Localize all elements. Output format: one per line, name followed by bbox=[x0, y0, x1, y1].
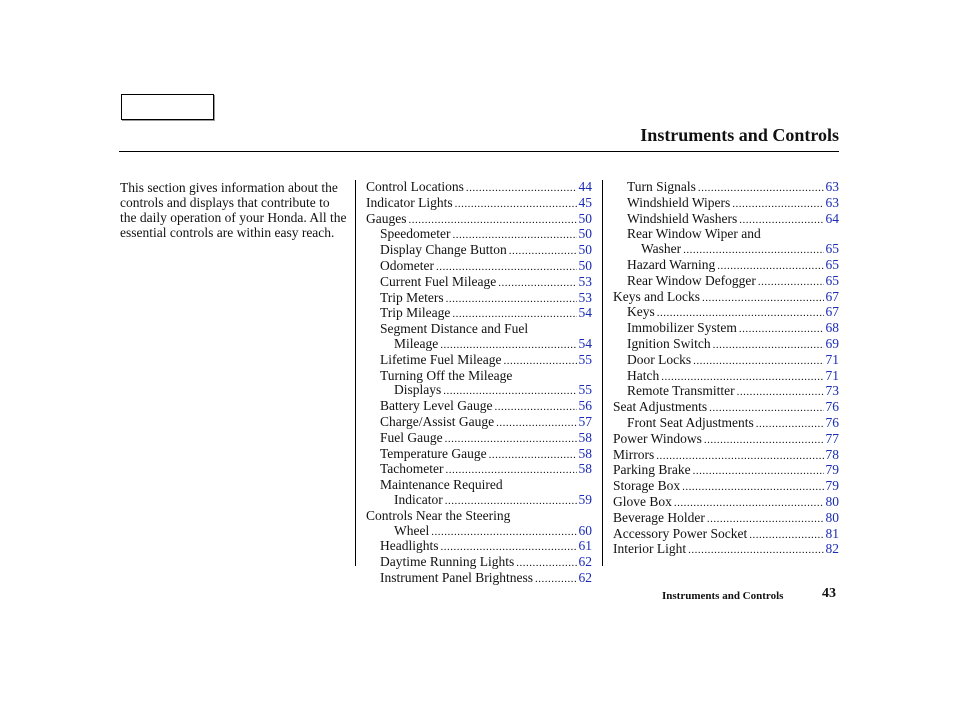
toc-entry[interactable] bbox=[366, 291, 592, 307]
dot-leader bbox=[452, 306, 576, 322]
toc-entry-label: Immobilizer System bbox=[627, 320, 737, 336]
toc-entry-label: Battery Level Gauge bbox=[380, 398, 493, 414]
dot-leader bbox=[732, 196, 823, 212]
toc-column-right bbox=[613, 180, 839, 558]
toc-entry[interactable] bbox=[366, 196, 592, 212]
toc-entry-label: Turn Signals bbox=[627, 179, 696, 194]
toc-entry[interactable] bbox=[613, 180, 839, 196]
dot-leader bbox=[443, 383, 576, 399]
dot-leader bbox=[446, 462, 577, 478]
dot-leader bbox=[452, 227, 576, 243]
toc-entry-label: Display Change Button bbox=[380, 242, 507, 258]
toc-page-link[interactable]: 60 bbox=[578, 522, 592, 538]
toc-entry-label: Glove Box bbox=[613, 493, 672, 509]
toc-entry[interactable] bbox=[366, 383, 592, 399]
toc-entry[interactable] bbox=[366, 353, 592, 369]
toc-page-link[interactable]: 63 bbox=[825, 194, 839, 210]
section-tab-box bbox=[121, 94, 214, 120]
toc-entry-label: Remote Transmitter bbox=[627, 383, 735, 399]
dot-leader bbox=[683, 242, 823, 258]
toc-entry[interactable] bbox=[613, 212, 839, 228]
toc-page-link[interactable]: 78 bbox=[825, 446, 839, 462]
toc-entry[interactable] bbox=[613, 258, 839, 274]
toc-entry[interactable] bbox=[613, 479, 839, 495]
toc-entry-label: Rear Window Defogger bbox=[627, 272, 756, 288]
toc-entry[interactable] bbox=[366, 337, 592, 353]
toc-entry-label: Keys bbox=[627, 304, 655, 320]
toc-entry[interactable] bbox=[366, 571, 592, 587]
toc-page-link[interactable]: 58 bbox=[578, 445, 592, 461]
toc-heading: Rear Window Wiper and bbox=[627, 226, 761, 242]
toc-entry[interactable] bbox=[613, 196, 839, 212]
toc-entry-label: Wheel bbox=[394, 522, 430, 538]
dot-leader bbox=[516, 555, 576, 571]
toc-entry[interactable] bbox=[613, 242, 839, 258]
toc-page-link[interactable]: 50 bbox=[578, 226, 592, 242]
dot-leader bbox=[737, 384, 824, 400]
toc-entry-label: Displays bbox=[394, 382, 442, 398]
toc-page-link[interactable]: 59 bbox=[578, 491, 592, 507]
dot-leader bbox=[445, 493, 577, 509]
toc-entry[interactable] bbox=[613, 353, 839, 369]
dot-leader bbox=[702, 290, 824, 306]
toc-entry[interactable] bbox=[613, 384, 839, 400]
dot-leader bbox=[509, 243, 577, 259]
toc-entry[interactable] bbox=[613, 511, 839, 527]
toc-page-link[interactable]: 63 bbox=[825, 179, 839, 194]
footer-section-label: Instruments and Controls bbox=[662, 590, 784, 602]
toc-page-link[interactable]: 65 bbox=[825, 256, 839, 272]
dot-leader bbox=[739, 212, 823, 228]
toc-page-link[interactable]: 50 bbox=[578, 210, 592, 226]
toc-page-link[interactable]: 64 bbox=[825, 210, 839, 226]
dot-leader bbox=[713, 337, 824, 353]
dot-leader bbox=[494, 399, 576, 415]
dot-leader bbox=[674, 495, 824, 511]
dot-leader bbox=[693, 353, 823, 369]
toc-page-link[interactable]: 65 bbox=[825, 272, 839, 288]
toc-entry-label: Storage Box bbox=[613, 478, 681, 494]
toc-page-link[interactable]: 68 bbox=[825, 320, 839, 336]
toc-page-link[interactable]: 54 bbox=[578, 305, 592, 321]
toc-page-link[interactable]: 80 bbox=[825, 509, 839, 525]
toc-entry[interactable] bbox=[613, 432, 839, 448]
title-divider bbox=[119, 151, 839, 152]
dot-leader bbox=[489, 447, 577, 463]
toc-page-link[interactable]: 50 bbox=[578, 242, 592, 258]
toc-entry-label: Windshield Wipers bbox=[627, 194, 731, 210]
toc-page-link[interactable]: 76 bbox=[825, 399, 839, 415]
toc-entry-label: Odometer bbox=[380, 257, 434, 273]
toc-entry-label: Accessory Power Socket bbox=[613, 525, 748, 541]
toc-entry[interactable] bbox=[613, 463, 839, 479]
toc-page-link[interactable]: 77 bbox=[825, 430, 839, 446]
toc-page-link[interactable]: 79 bbox=[825, 478, 839, 494]
dot-leader bbox=[436, 259, 577, 275]
toc-page-link[interactable]: 56 bbox=[578, 398, 592, 414]
toc-page-link[interactable]: 73 bbox=[825, 383, 839, 399]
toc-entry-label: Tachometer bbox=[380, 461, 444, 477]
toc-entry-label: Control Locations bbox=[366, 179, 464, 194]
toc-page-link[interactable]: 80 bbox=[825, 493, 839, 509]
toc-column-left bbox=[366, 180, 592, 587]
toc-page-link[interactable]: 65 bbox=[825, 241, 839, 257]
dot-leader bbox=[758, 274, 824, 290]
toc-entry[interactable] bbox=[613, 527, 839, 543]
toc-page-link[interactable]: 55 bbox=[578, 351, 592, 367]
toc-entry-label: Temperature Gauge bbox=[380, 445, 487, 461]
toc-entry-label: Interior Light bbox=[613, 541, 687, 557]
toc-entry-label: Parking Brake bbox=[613, 462, 691, 478]
dot-leader bbox=[656, 448, 823, 464]
toc-entry[interactable] bbox=[366, 462, 592, 478]
toc-entry[interactable] bbox=[613, 337, 839, 353]
toc-entry[interactable] bbox=[366, 227, 592, 243]
dot-leader bbox=[496, 415, 576, 431]
toc-entry-label: Front Seat Adjustments bbox=[627, 414, 754, 430]
toc-page-link[interactable]: 69 bbox=[825, 335, 839, 351]
toc-heading: Turning Off the Mileage bbox=[380, 367, 513, 383]
toc-page-link[interactable]: 71 bbox=[825, 367, 839, 383]
toc-entry[interactable] bbox=[366, 447, 592, 463]
toc-page-link[interactable]: 67 bbox=[825, 304, 839, 320]
toc-entry[interactable] bbox=[613, 542, 839, 558]
toc-entry-label: Windshield Washers bbox=[627, 210, 738, 226]
intro-paragraph: This section gives information about the controls and displays that contribute to the daily operation of your Honda. All the essential controls are within easy reach. bbox=[120, 180, 347, 240]
toc-entry[interactable] bbox=[613, 290, 839, 306]
toc-entry[interactable] bbox=[366, 555, 592, 571]
toc-page-link[interactable]: 54 bbox=[578, 335, 592, 351]
toc-entry[interactable] bbox=[366, 431, 592, 447]
dot-leader bbox=[756, 416, 824, 432]
toc-entry[interactable] bbox=[613, 416, 839, 432]
dot-leader bbox=[688, 542, 823, 558]
dot-leader bbox=[707, 511, 824, 527]
toc-page-link[interactable]: 62 bbox=[578, 569, 592, 585]
toc-page-link[interactable]: 62 bbox=[578, 554, 592, 570]
toc-heading: Maintenance Required bbox=[380, 477, 503, 493]
toc-entry-label: Gauges bbox=[366, 210, 407, 226]
dot-leader bbox=[431, 524, 576, 540]
toc-page-link[interactable]: 79 bbox=[825, 462, 839, 478]
toc-heading: Controls Near the Steering bbox=[366, 507, 511, 523]
dot-leader bbox=[441, 539, 577, 555]
toc-entry-label: Lifetime Fuel Mileage bbox=[380, 351, 502, 367]
toc-entry[interactable] bbox=[366, 524, 592, 540]
toc-entry[interactable] bbox=[366, 306, 592, 322]
toc-entry-label: Indicator Lights bbox=[366, 194, 453, 210]
toc-entry[interactable] bbox=[366, 180, 592, 196]
toc-entry-label: Mirrors bbox=[613, 446, 655, 462]
toc-entry[interactable] bbox=[366, 415, 592, 431]
toc-page-link[interactable]: 45 bbox=[578, 194, 592, 210]
toc-page-link[interactable]: 71 bbox=[825, 351, 839, 367]
dot-leader bbox=[717, 258, 823, 274]
dot-leader bbox=[535, 571, 577, 587]
column-divider-right bbox=[602, 180, 603, 566]
toc-page-link[interactable]: 82 bbox=[825, 541, 839, 557]
toc-heading: Segment Distance and Fuel bbox=[380, 321, 529, 337]
toc-page-link[interactable]: 55 bbox=[578, 382, 592, 398]
toc-entry-label: Indicator bbox=[394, 491, 443, 507]
toc-entry[interactable] bbox=[366, 212, 592, 228]
toc-entry-label: Daytime Running Lights bbox=[380, 554, 515, 570]
toc-page-link[interactable]: 53 bbox=[578, 289, 592, 305]
toc-entry-label: Charge/Assist Gauge bbox=[380, 413, 495, 429]
dot-leader bbox=[661, 369, 823, 385]
toc-entry-label: Beverage Holder bbox=[613, 509, 705, 525]
toc-entry[interactable] bbox=[366, 399, 592, 415]
toc-entry-label: Current Fuel Mileage bbox=[380, 273, 497, 289]
toc-entry-label: Trip Meters bbox=[380, 289, 444, 305]
toc-page-link[interactable]: 76 bbox=[825, 414, 839, 430]
toc-page-link[interactable]: 58 bbox=[578, 429, 592, 445]
toc-entry-label: Hazard Warning bbox=[627, 256, 716, 272]
dot-leader bbox=[693, 463, 824, 479]
toc-entry-label: Seat Adjustments bbox=[613, 399, 708, 415]
dot-leader bbox=[682, 479, 823, 495]
toc-entry-label: Ignition Switch bbox=[627, 335, 711, 351]
toc-entry-label: Instrument Panel Brightness bbox=[380, 569, 533, 585]
toc-entry[interactable] bbox=[366, 243, 592, 259]
toc-page-link[interactable]: 67 bbox=[825, 288, 839, 304]
dot-leader bbox=[698, 180, 824, 196]
toc-page-link[interactable]: 81 bbox=[825, 525, 839, 541]
toc-entry[interactable] bbox=[366, 493, 592, 509]
toc-page-link[interactable]: 61 bbox=[578, 538, 592, 554]
dot-leader bbox=[455, 196, 577, 212]
toc-entry[interactable] bbox=[613, 274, 839, 290]
dot-leader bbox=[409, 212, 577, 228]
toc-entry-label: Speedometer bbox=[380, 226, 451, 242]
dot-leader bbox=[446, 291, 577, 307]
page-number: 43 bbox=[822, 586, 836, 601]
dot-leader bbox=[709, 400, 823, 416]
toc-entry[interactable] bbox=[613, 321, 839, 337]
toc-page-link[interactable]: 50 bbox=[578, 257, 592, 273]
toc-entry[interactable] bbox=[613, 495, 839, 511]
toc-entry-label: Power Windows bbox=[613, 430, 702, 446]
toc-page-link[interactable]: 58 bbox=[578, 461, 592, 477]
toc-entry-label: Keys and Locks bbox=[613, 288, 700, 304]
toc-entry[interactable] bbox=[613, 400, 839, 416]
column-divider-left bbox=[355, 180, 356, 566]
dot-leader bbox=[503, 353, 576, 369]
toc-entry-label: Trip Mileage bbox=[380, 305, 451, 321]
toc-entry[interactable] bbox=[366, 539, 592, 555]
toc-entry[interactable] bbox=[366, 259, 592, 275]
toc-entry-label: Washer bbox=[641, 241, 682, 257]
toc-page-link[interactable]: 57 bbox=[578, 413, 592, 429]
dot-leader bbox=[657, 305, 824, 321]
toc-page-link[interactable]: 53 bbox=[578, 273, 592, 289]
toc-entry[interactable] bbox=[613, 369, 839, 385]
toc-entry-label: Door Locks bbox=[627, 351, 692, 367]
toc-entry-label: Mileage bbox=[394, 335, 439, 351]
dot-leader bbox=[440, 337, 576, 353]
toc-entry[interactable] bbox=[366, 275, 592, 291]
toc-page-link[interactable]: 44 bbox=[578, 179, 592, 194]
toc-entry-label: Hatch bbox=[627, 367, 660, 383]
page-title: Instruments and Controls bbox=[640, 125, 839, 145]
dot-leader bbox=[445, 431, 577, 447]
toc-entry-label: Headlights bbox=[380, 538, 439, 554]
dot-leader bbox=[739, 321, 824, 337]
toc-entry-label: Fuel Gauge bbox=[380, 429, 443, 445]
dot-leader bbox=[704, 432, 824, 448]
dot-leader bbox=[749, 527, 823, 543]
dot-leader bbox=[498, 275, 576, 291]
toc-entry[interactable] bbox=[613, 448, 839, 464]
toc-entry[interactable] bbox=[613, 305, 839, 321]
dot-leader bbox=[466, 180, 577, 196]
